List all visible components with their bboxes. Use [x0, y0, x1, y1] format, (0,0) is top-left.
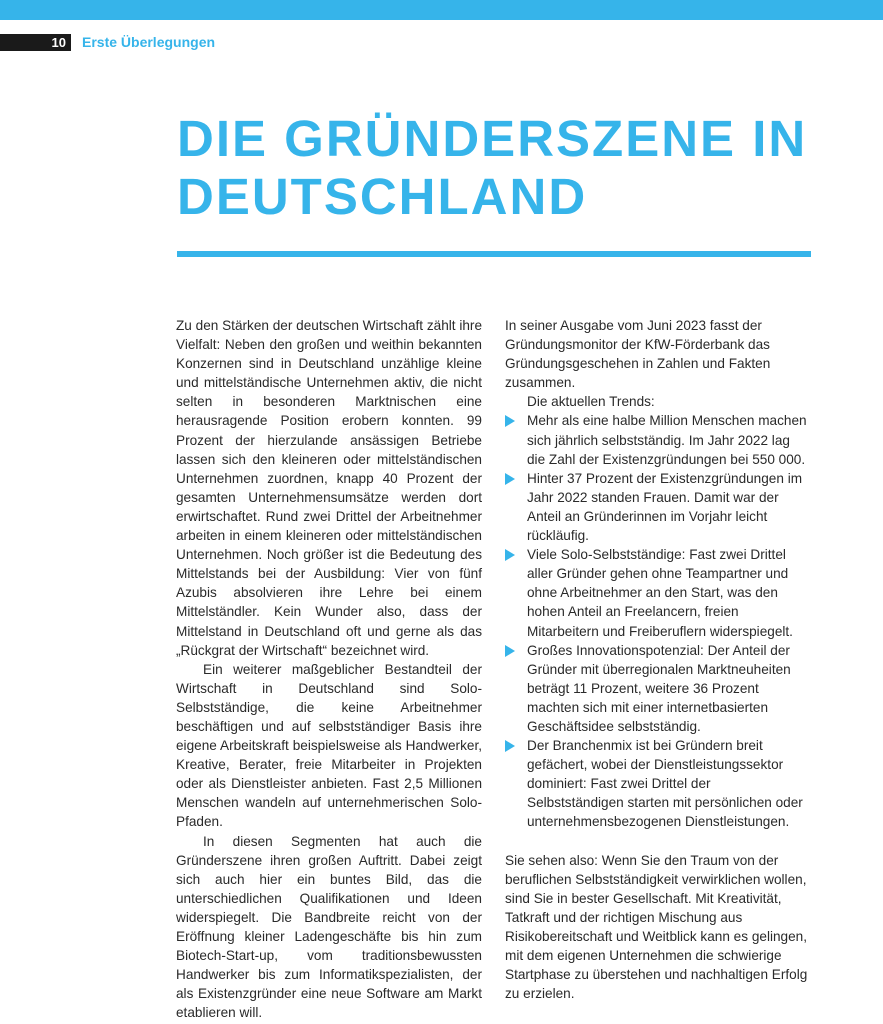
trend-item	[505, 736, 810, 831]
trends-label: Die aktuellen Trends:	[527, 394, 655, 410]
intro-paragraph: In seiner Ausgabe vom Juni 2023 fasst der Gründungsmonitor der KfW-Förderbank das Gründungsgeschehen in Zahlen und Fakten zusammen.	[505, 318, 771, 391]
spacer	[505, 832, 810, 851]
page-title-line-2: DEUTSCHLAND	[177, 168, 588, 225]
paragraph-3: In diesen Segmenten hat auch die Gründerszene ihren großen Auftritt. Dabei zeigt sich auch hier ein buntes Bild, das die unterschiedlichen Qualifikationen und Ideen widerspiegelt. Die Bandbreite reicht von der Eröffnung kleiner Ladengeschäfte bis hin zum Biotech-Start-up, vom traditionsbewussten Handwerker bis zum Informatikspezialisten, der als Existenzgründer eine neue Software am Markt etablieren will.	[176, 833, 482, 1021]
right-column	[505, 316, 810, 1003]
bullet-triangle-icon	[505, 549, 515, 561]
bullet-triangle-icon	[505, 473, 515, 485]
left-column	[176, 316, 482, 1022]
trend-text: Viele Solo-Selbstständige: Fast zwei Drittel aller Gründer gehen ohne Teampartner und ohne Arbeitnehmer an den Start, was den hohen Anteil an Freelancern, freien Mitarbeitern und Freiberuflern widerspiegelt.	[527, 547, 793, 639]
page-title	[177, 110, 807, 226]
trend-item	[505, 411, 810, 468]
page-number: 10	[0, 34, 71, 51]
top-color-band	[0, 0, 883, 20]
trend-text: Mehr als eine halbe Million Menschen machen sich jährlich selbstständig. Im Jahr 2022 lag die Zahl der Existenzgründungen bei 550 000.	[527, 413, 807, 467]
trend-item	[505, 641, 810, 736]
trend-item	[505, 545, 810, 640]
paragraph-2: Ein weiterer maßgeblicher Bestandteil der Wirtschaft in Deutschland sind Solo-Selbstständige, die keine Arbeitnehmer beschäftigen und auf selbstständiger Basis ihre eigene Arbeitskraft beispielsweise als Handwerker, Kreative, Berater, freie Mitarbeiter in Projekten oder als Dienstleister anbieten. Fast 2,5 Millionen Menschen wandeln auf unternehmerischen Solo-Pfaden.	[176, 661, 482, 830]
bullet-triangle-icon	[505, 645, 515, 657]
page-title-line-1: DIE GRÜNDERSZENE IN	[177, 110, 808, 167]
chapter-title: Erste Überlegungen	[82, 34, 216, 50]
paragraph-1: Zu den Stärken der deutschen Wirtschaft zählt ihre Vielfalt: Neben den großen und weithin bekannten Konzernen sind in Deutschland unzählige kleine und mittelständische Unternehmen aktiv, die nicht selten in besonderen Marktnischen eine herausragende Position erobern konnten. 99 Prozent der hierzulande ansässigen Betriebe lassen sich den kleineren oder mittelständischen Unternehmen zuordnen, knapp 40 Prozent der gesamten Unternehmensumsätze werden dort erwirtschaftet. Rund zwei Drittel der Arbeitnehmer arbeiten in einem kleineren oder mittelständischen Unternehmen. Noch größer ist die Bedeutung des Mittelstands bei der Ausbildung: Vier von fünf Azubis absolvieren ihre Lehre bei einem Mittelständler. Kein Wunder also, dass der Mittelstand in Deutschland oft und gerne als das „Rückgrat der Wirtschaft“ bezeichnet wird.	[176, 318, 483, 658]
trend-text: Großes Innovationspotenzial: Der Anteil der Gründer mit überregionalen Marktneuheiten beträgt 11 Prozent, weitere 36 Prozent machten sich mit einer internetbasierten Geschäftsidee selbstständig.	[527, 642, 791, 734]
title-divider	[177, 251, 811, 257]
trends-list	[505, 411, 810, 831]
bullet-triangle-icon	[505, 415, 515, 427]
trend-text: Hinter 37 Prozent der Existenzgründungen im Jahr 2022 standen Frauen. Damit war der Anteil an Gründerinnen im Vorjahr leicht rückläufig.	[527, 470, 803, 544]
bullet-triangle-icon	[505, 740, 515, 752]
trend-item	[505, 469, 810, 545]
trend-text: Der Branchenmix ist bei Gründern breit gefächert, wobei der Dienstleistungssektor dominiert: Fast zwei Drittel der Selbstständigen starten mit persönlichen oder unternehmensbezogenen Dienstleistungen.	[527, 738, 803, 830]
closing-paragraph: Sie sehen also: Wenn Sie den Traum von der beruflichen Selbstständigkeit verwirklichen wollen, sind Sie in bester Gesellschaft. Mit Kreativität, Tatkraft und der richtigen Mischung aus Risikobereitschaft und Weitblick kann es gelingen, mit dem eigenen Unternehmen die schwierige Startphase zu überstehen und nachhaltigen Erfolg zu erzielen.	[505, 852, 808, 1002]
